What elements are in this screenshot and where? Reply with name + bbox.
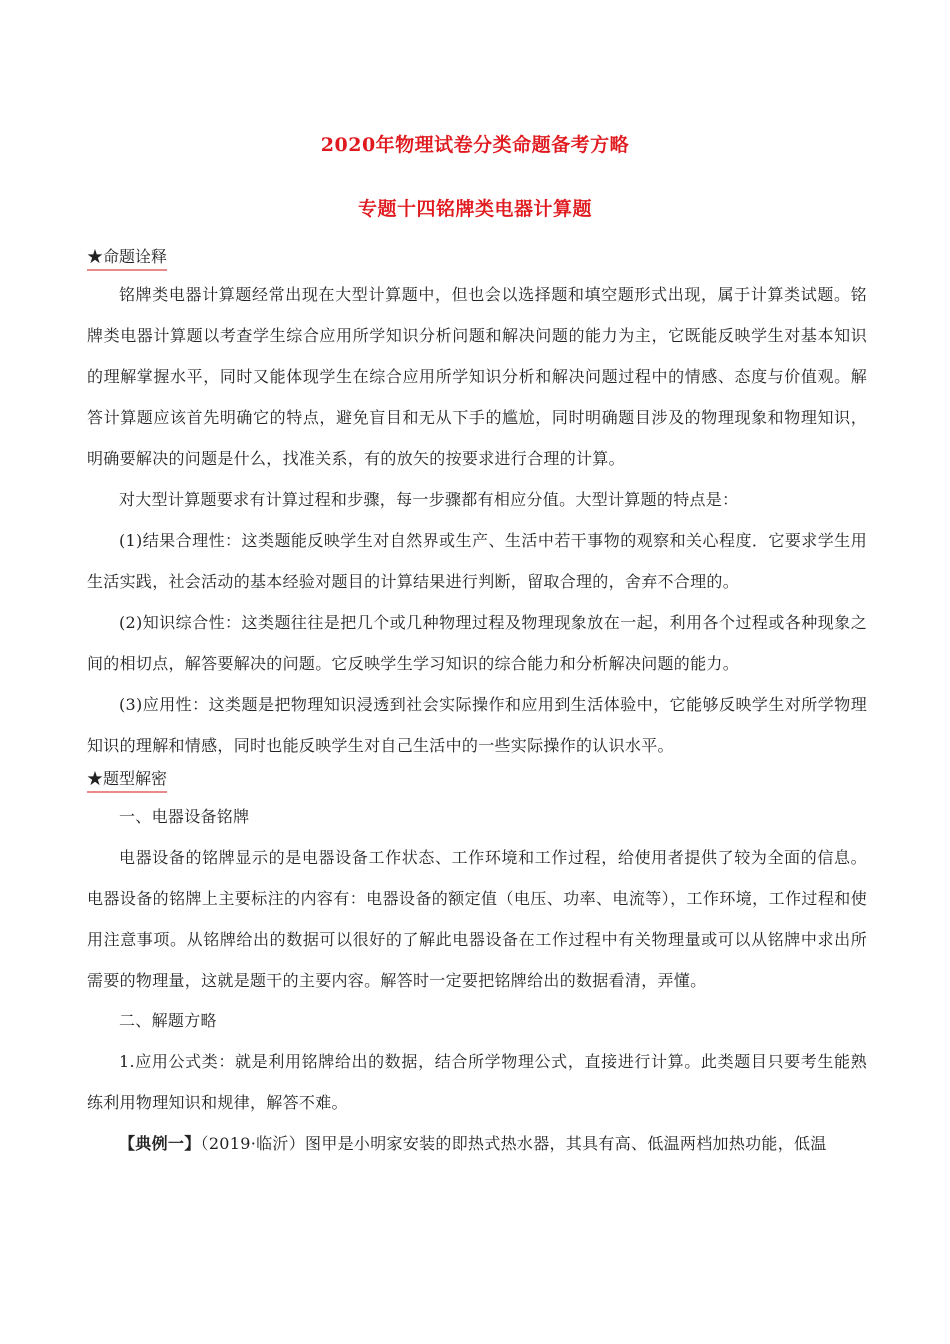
paragraph: (2)知识综合性：这类题往往是把几个或几种物理过程及物理现象放在一起，利用各个过程或各种现象之间的相切点，解答要解决的问题。它反映学生学习知识的综合能力和分析解决问题的能力。: [87, 613, 867, 673]
example-label: 【典例一】: [119, 1134, 201, 1153]
paragraph: 1.应用公式类：就是利用铭牌给出的数据，结合所学物理公式，直接进行计算。此类题目只要考生能熟练利用物理知识和规律，解答不难。: [87, 1052, 867, 1112]
paragraph: 铭牌类电器计算题经常出现在大型计算题中，但也会以选择题和填空题形式出现，属于计算类试题。铭牌类电器计算题以考查学生综合应用所学知识分析问题和解决问题的能力为主，它既能反映学生对基本知识的理解掌握水平，同时又能体现学生在综合应用所学知识分析和解决问题过程中的情感、态度与价值观。解答计算题应该首先明确它的特点，避免盲目和无从下手的尴尬，同时明确题目涉及的物理现象和物理知识，明确要解决的问题是什么，找准关系，有的放矢的按要求进行合理的计算。: [87, 285, 867, 468]
example-text: （2019·临沂）图甲是小明家安装的即热式热水器，其具有高、低温两档加热功能，低温: [200, 1134, 827, 1153]
paragraph: (3)应用性：这类题是把物理知识浸透到社会实际操作和应用到生活体验中，它能够反映学生对所学物理知识的理解和情感，同时也能反映学生对自己生活中的一些实际操作的认识水平。: [87, 695, 867, 755]
section-heading-interpretation: ★命题诠释: [87, 244, 167, 271]
paragraph: (1)结果合理性：这类题能反映学生对自然界或生产、生活中若干事物的观察和关心程度．它要求学生用生活实践，社会活动的基本经验对题目的计算结果进行判断，留取合理的，舍弃不合理的。: [87, 531, 867, 591]
paragraph: 电器设备的铭牌显示的是电器设备工作状态、工作环境和工作过程，给使用者提供了较为全面的信息。电器设备的铭牌上主要标注的内容有：电器设备的额定值（电压、功率、电流等），工作环境，工作过程和使用注意事项。从铭牌给出的数据可以很好的了解此电器设备在工作过程中有关物理量或可以从铭牌中求出所需要的物理量，这就是题干的主要内容。解答时一定要把铭牌给出的数据看清，弄懂。: [87, 848, 867, 990]
document-subtitle: 专题十四铭牌类电器计算题: [357, 198, 592, 220]
subheading: 一、电器设备铭牌: [119, 807, 250, 826]
document-title: 2020年物理试卷分类命题备考方略: [320, 134, 630, 156]
section-heading-question-types: ★题型解密: [87, 766, 167, 793]
paragraph: 对大型计算题要求有计算过程和步骤，每一步骤都有相应分值。大型计算题的特点是：: [119, 490, 739, 509]
example-paragraph: [87, 1123, 867, 1164]
subheading: 二、解题方略: [119, 1011, 217, 1030]
